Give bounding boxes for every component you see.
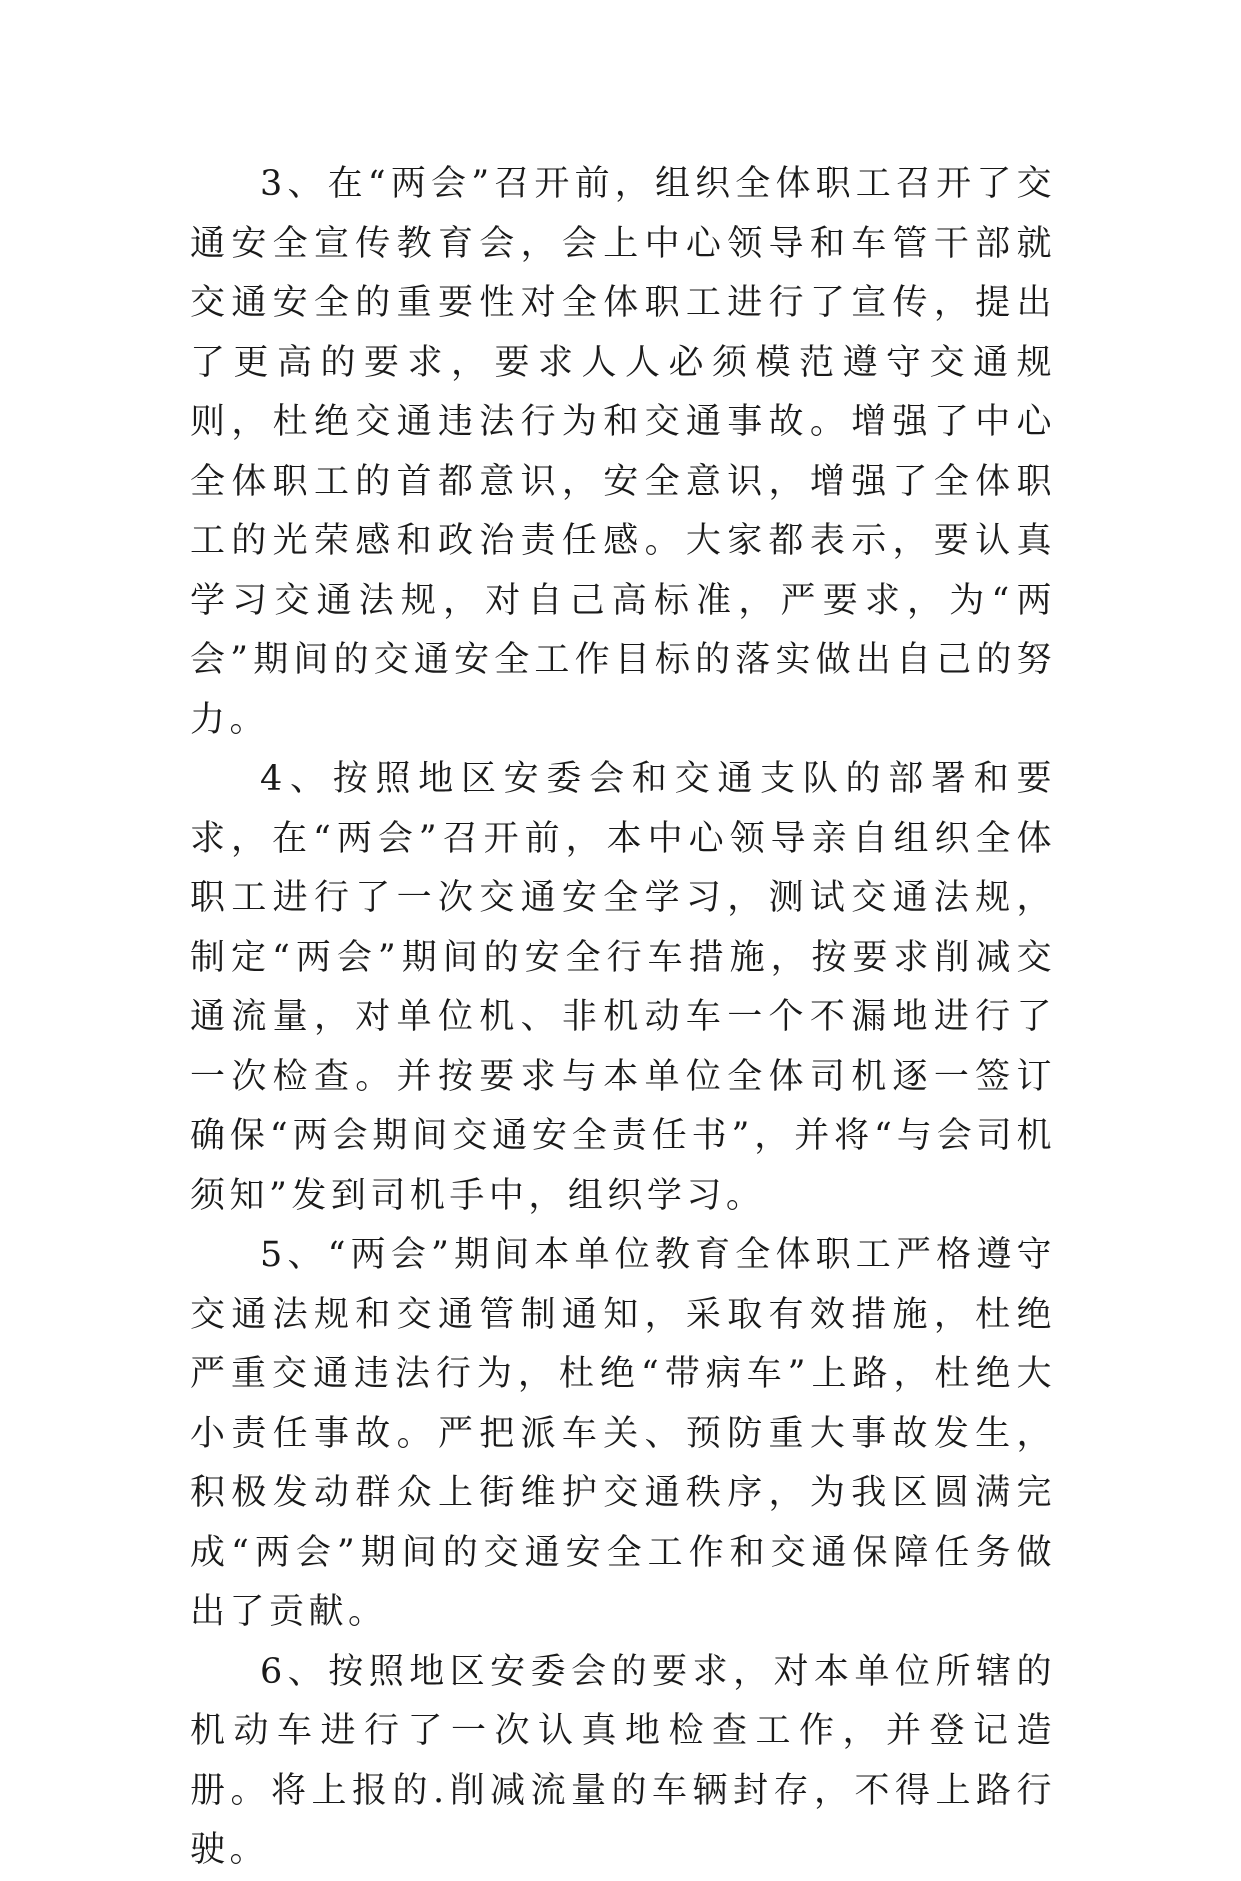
paragraph-3: 3、在“两会”召开前，组织全体职工召开了交通安全宣传教育会，会上中心领导和车管干部就交通安全的重要性对全体职工进行了宣传，提出了更高的要求，要求人人必须模范遵守交通规则，杜绝交通违法行为和交通事故。增强了中心全体职工的首都意识，安全意识，增强了全体职工的光荣感和政治责任感。大家都表示，要认真学习交通法规，对自己高标准，严要求，为“两会”期间的交通安全工作目标的落实做出自己的努力。	[190, 164, 1056, 740]
paragraph-4: 4、按照地区安委会和交通支队的部署和要求，在“两会”召开前，本中心领导亲自组织全体职工进行了一次交通安全学习，测试交通法规，制定“两会”期间的安全行车措施，按要求削减交通流量，对单位机、非机动车一个不漏地进行了一次检查。并按要求与本单位全体司机逐一签订确保“两会期间交通安全责任书”，并将“与会司机须知”发到司机手中，组织学习。	[190, 759, 1056, 1216]
document-body	[190, 155, 1056, 1881]
paragraph-6: 6、按照地区安委会的要求，对本单位所辖的机动车进行了一次认真地检查工作，并登记造册。将上报的.削减流量的车辆封存，不得上路行驶。	[190, 1651, 1056, 1870]
paragraph-5: 5、“两会”期间本单位教育全体职工严格遵守交通法规和交通管制通知，采取有效措施，杜绝严重交通违法行为，杜绝“带病车”上路，杜绝大小责任事故。严把派车关、预防重大事故发生，积极发动群众上街维护交通秩序，为我区圆满完成“两会”期间的交通安全工作和交通保障任务做出了贡献。	[190, 1235, 1056, 1632]
